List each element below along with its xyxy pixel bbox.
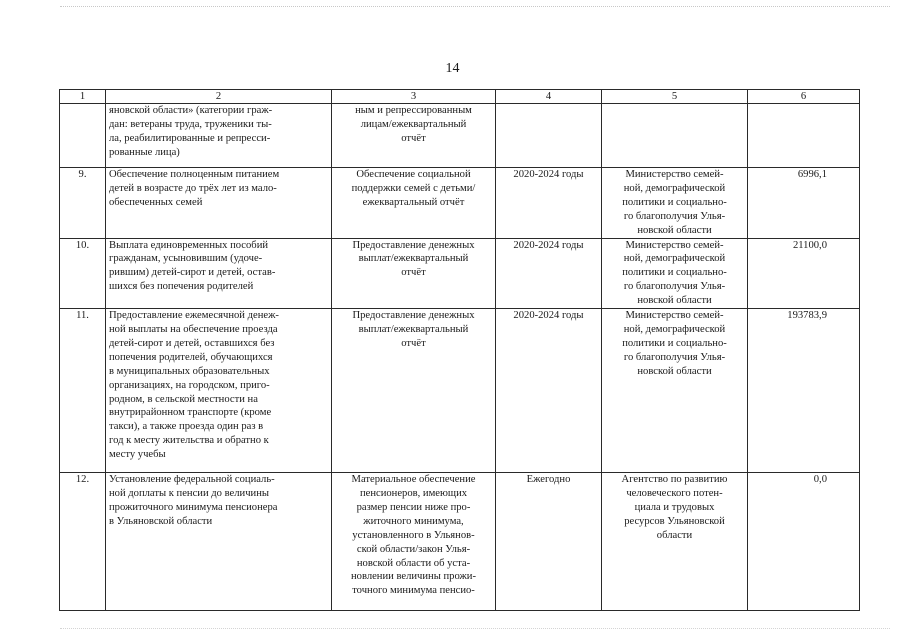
measure-cell-line: ной выплаты на обеспечение проезда [109, 323, 278, 335]
result-cell [332, 473, 496, 611]
amount-cell: 6996,1 [748, 168, 860, 239]
amount-cell: 0,0 [748, 473, 860, 611]
header-col-3: 3 [332, 90, 496, 104]
result-cell-line: отчёт [401, 132, 426, 144]
amount-cell [748, 104, 860, 168]
measure-cell-line: Обеспечение полноценным питанием [109, 169, 280, 180]
measure-cell-line: дан: ветераны труда, труженики ты- [109, 118, 272, 130]
responsible-cell-line: ной, демографической [623, 182, 726, 194]
scan-edge-bottom [60, 628, 890, 633]
header-col-5: 5 [602, 90, 748, 104]
result-cell-line: Предоставление денежных [352, 310, 475, 322]
measure-cell-line: яновской области» (категории граж- [109, 105, 273, 116]
measure-cell-line: рившим) детей-сирот и детей, остав- [109, 267, 276, 279]
row-number-cell: 11. [60, 309, 106, 473]
result-cell-line: ежеквартальный отчёт [362, 196, 465, 208]
responsible-cell [602, 104, 748, 168]
responsible-cell-line: Министерство семей- [625, 169, 724, 180]
responsible-cell-line: го благополучия Улья- [623, 351, 726, 363]
measure-cell-line: внутрирайонном транспорте (кроме [109, 407, 272, 419]
measure-cell [106, 309, 332, 473]
table-row [60, 473, 860, 611]
measure-cell-line: детей-сирот и детей, оставшихся без [109, 337, 275, 349]
measure-cell-line: месту учебы [109, 449, 166, 461]
table-row [60, 104, 860, 168]
responsible-cell-line: новской области [637, 365, 712, 377]
period-cell: 2020-2024 годы [496, 168, 602, 239]
responsible-cell-line: области [656, 529, 693, 541]
result-cell-line: ской области/закон Улья- [356, 543, 471, 555]
result-cell-line: точного минимума пенсио- [352, 585, 475, 597]
measure-cell-line: в Ульяновской области [109, 515, 213, 527]
row-number-cell [60, 104, 106, 168]
measure-cell [106, 168, 332, 239]
measure-cell-line: организациях, на городском, приго- [109, 379, 270, 391]
period-cell: 2020-2024 годы [496, 309, 602, 473]
row-number-cell: 12. [60, 473, 106, 611]
responsible-cell-line: ной, демографической [623, 253, 726, 265]
responsible-cell-line: новской области [637, 224, 712, 236]
responsible-cell-line: ной, демографической [623, 323, 726, 335]
header-row [60, 90, 860, 104]
measure-cell-line: ла, реабилитированные и репресси- [109, 132, 271, 144]
responsible-cell-line: человеческого потен- [626, 487, 723, 499]
period-cell: Ежегодно [496, 473, 602, 611]
responsible-cell-line: го благополучия Улья- [623, 281, 726, 293]
responsible-cell-line: Министерство семей- [625, 239, 724, 251]
responsible-cell-line: политики и социально- [622, 337, 727, 349]
measure-cell-line: Выплата единовременных пособий [109, 239, 269, 251]
row-number-cell: 10. [60, 238, 106, 309]
header-col-2: 2 [106, 90, 332, 104]
result-cell [332, 104, 496, 168]
result-cell-line: лицам/ежеквартальный [360, 118, 467, 130]
period-cell: 2020-2024 годы [496, 238, 602, 309]
measure-cell-line: детей в возрасте до трёх лет из мало- [109, 182, 277, 194]
responsible-cell-line: политики и социально- [622, 196, 727, 208]
result-cell-line: Предоставление денежных [352, 239, 475, 251]
table-row [60, 309, 860, 473]
responsible-cell-line: новской области [637, 295, 712, 307]
table-row [60, 168, 860, 239]
row-number-cell: 9. [60, 168, 106, 239]
measure-cell [106, 473, 332, 611]
responsible-cell [602, 473, 748, 611]
measure-cell-line: родном, в сельской местности на [109, 393, 258, 405]
result-cell-line: пенсионеров, имеющих [359, 487, 468, 499]
measure-cell-line: прожиточного минимума пенсионера [109, 501, 278, 513]
period-cell [496, 104, 602, 168]
page-number: 14 [445, 61, 460, 76]
header-col-1: 1 [60, 90, 106, 104]
result-cell-line: отчёт [401, 267, 426, 279]
measure-cell-line: попечения родителей, обучающихся [109, 351, 273, 363]
result-cell-line: выплат/ежеквартальный [358, 253, 469, 265]
responsible-cell-line: циала и трудовых [634, 501, 715, 513]
result-cell-line: новской области об уста- [356, 557, 471, 569]
result-cell-line: Обеспечение социальной [356, 169, 471, 180]
result-cell [332, 309, 496, 473]
responsible-cell-line: Агентство по развитию [621, 474, 728, 486]
result-cell-line: поддержки семей с детьми/ [351, 182, 476, 194]
measure-cell-line: гражданам, усыновившим (удочe- [109, 253, 263, 265]
measure-cell-line: Установление федеральной социаль- [109, 474, 275, 486]
measure-cell [106, 104, 332, 168]
measure-cell-line: обеспеченных семей [109, 196, 203, 208]
result-cell [332, 168, 496, 239]
responsible-cell [602, 238, 748, 309]
header-col-4: 4 [496, 90, 602, 104]
result-cell-line: Материальное обеспечение [351, 474, 476, 486]
measure-cell-line: рованные лица) [109, 146, 180, 158]
responsible-cell-line: Министерство семей- [625, 310, 724, 322]
result-cell-line: житочного минимума, [363, 515, 464, 527]
result-cell-line: установленного в Ульянов- [352, 529, 475, 541]
result-cell-line: новлении величины прожи- [350, 571, 477, 583]
scan-edge-top [60, 6, 890, 11]
responsible-cell-line: ресурсов Ульяновской [624, 515, 725, 527]
result-cell-line: отчёт [401, 337, 426, 349]
measure-cell-line: в муниципальных образовательных [109, 365, 270, 377]
responsible-cell-line: политики и социально- [622, 267, 727, 279]
measure-cell-line: год к месту жительства и обратно к [109, 435, 269, 447]
responsible-cell-line: го благополучия Улья- [623, 210, 726, 222]
measure-cell-line: такси), а также проезда один раз в [109, 421, 264, 433]
measure-cell [106, 238, 332, 309]
measure-cell-line: Предоставление ежемесячной денеж- [109, 310, 279, 322]
amount-cell: 193783,9 [748, 309, 860, 473]
result-cell-line: ным и репрессированным [355, 105, 472, 116]
measure-cell-line: шихся без попечения родителей [109, 281, 254, 293]
programme-table [59, 89, 860, 611]
responsible-cell [602, 309, 748, 473]
responsible-cell [602, 168, 748, 239]
result-cell-line: размер пенсии ниже про- [356, 501, 471, 513]
header-col-6: 6 [748, 90, 860, 104]
result-cell-line: выплат/ежеквартальный [358, 323, 469, 335]
table-row [60, 238, 860, 309]
result-cell [332, 238, 496, 309]
measure-cell-line: ной доплаты к пенсии до величины [109, 487, 269, 499]
amount-cell: 21100,0 [748, 238, 860, 309]
